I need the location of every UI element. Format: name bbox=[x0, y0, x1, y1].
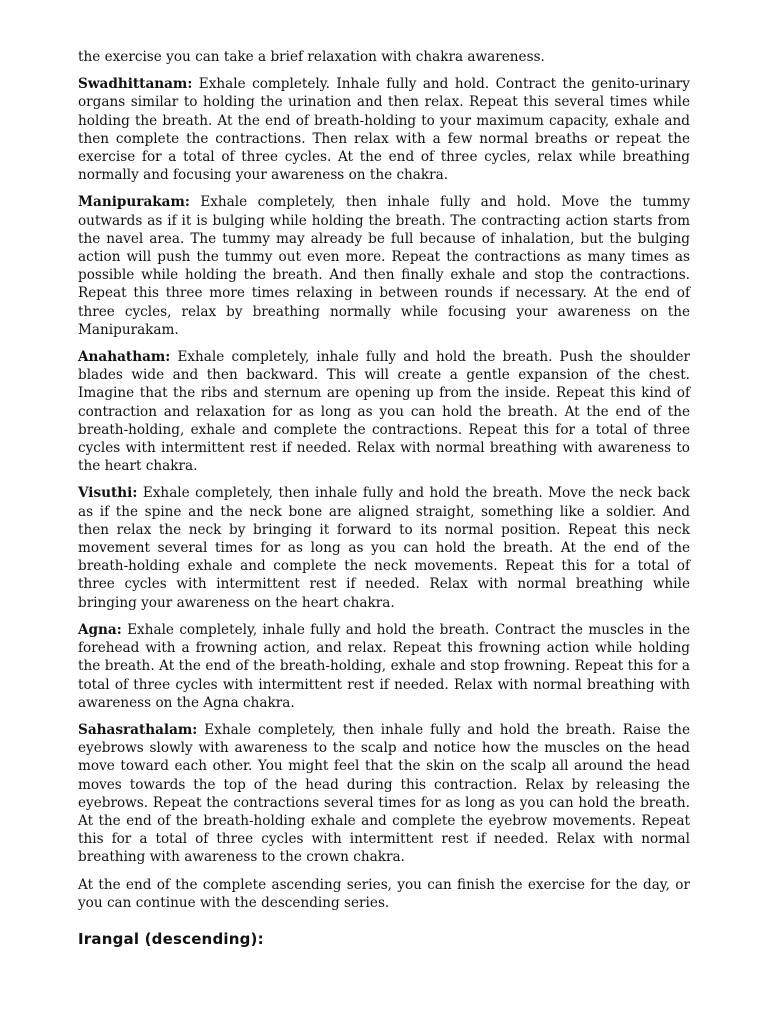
agna-paragraph bbox=[78, 621, 690, 712]
manipurakam-paragraph bbox=[78, 193, 690, 339]
sahasrathalam-text: Exhale completely, then inhale fully and hold the breath. Raise the eyebrows slowly with awareness to the scalp and notice how the muscles on the head move toward each other. You might feel that the skin on the scalp all around the head moves towards the top of the head during this contraction. Relax by releasing the eyebrows. Repeat the contractions several times for as long as you can hold the breath. At the end of the breath-holding exhale and complete the eyebrow movements. Repeat this for a total of three cycles with intermittent rest if needed. Relax with normal breathing with awareness to the crown chakra. bbox=[78, 721, 690, 866]
sahasrathalam-paragraph bbox=[78, 721, 690, 867]
document-page bbox=[78, 48, 690, 948]
anahatham-paragraph bbox=[78, 348, 690, 475]
section-heading: Irangal (descending): bbox=[78, 929, 264, 948]
sahasrathalam-term: Sahasrathalam: bbox=[78, 721, 198, 738]
closing-paragraph: At the end of the complete ascending series, you can finish the exercise for the day, or you can continue with the descending series. bbox=[78, 876, 690, 911]
visuthi-term: Visuthi: bbox=[78, 485, 138, 502]
agna-term: Agna: bbox=[78, 621, 122, 638]
agna-text: Exhale completely, inhale fully and hold the breath. Contract the muscles in the forehead with a frowning action, and relax. Repeat this frowning action while holding the breath. At the end of the breath-holding, exhale and stop frowning. Repeat this for a total of three cycles with intermittent rest if needed. Relax with normal breathing with awareness on the Agna chakra. bbox=[78, 621, 690, 711]
swadhittanam-paragraph bbox=[78, 75, 690, 184]
swadhittanam-text: Exhale completely. Inhale fully and hold. Contract the genito-urinary organs similar to holding the urination and then relax. Repeat this several times while holding the breath. At the end of breath-holding to your maximum capacity, exhale and then complete the contractions. Then relax with a few normal breaths or repeat the exercise for a total of three cycles. At the end of three cycles, relax while breathing normally and focusing your awareness on the chakra. bbox=[78, 76, 690, 184]
manipurakam-term: Manipurakam: bbox=[78, 194, 190, 211]
anahatham-term: Anahatham: bbox=[78, 349, 171, 366]
visuthi-text: Exhale completely, then inhale fully and hold the breath. Move the neck back as if the spine and the neck bone are aligned straight, something like a soldier. And then relax the neck by bringing it forward to its normal position. Repeat this neck movement several times for as long as you can hold the breath. At the end of the breath-holding exhale and complete the neck movements. Repeat this for a total of three cycles with intermittent rest if needed. Relax with normal breathing while bringing your awareness on the heart chakra. bbox=[78, 485, 690, 611]
intro-paragraph: the exercise you can take a brief relaxation with chakra awareness. bbox=[78, 49, 545, 65]
manipurakam-text: Exhale completely, then inhale fully and hold. Move the tummy outwards as if it is bulging while holding the breath. The contracting action starts from the navel area. The tummy may already be full because of inhalation, but the bulging action will push the tummy out even more. Repeat the contractions as many times as possible while holding the breath. And then finally exhale and stop the contractions. Repeat this three more times relaxing in between rounds if necessary. At the end of three cycles, relax by breathing normally while focusing your awareness on the Manipurakam. bbox=[78, 194, 690, 338]
visuthi-paragraph bbox=[78, 484, 690, 611]
swadhittanam-term: Swadhittanam: bbox=[78, 76, 193, 93]
anahatham-text: Exhale completely, inhale fully and hold the breath. Push the shoulder blades wide and then backward. This will create a gentle expansion of the chest. Imagine that the ribs and sternum are opening up from the inside. Repeat this kind of contraction and relaxation for as long as you can hold the breath. At the end of the breath-holding, exhale and complete the contractions. Repeat this for a total of three cycles with intermittent rest if needed. Relax with normal breathing with awareness to the heart chakra. bbox=[78, 349, 690, 475]
